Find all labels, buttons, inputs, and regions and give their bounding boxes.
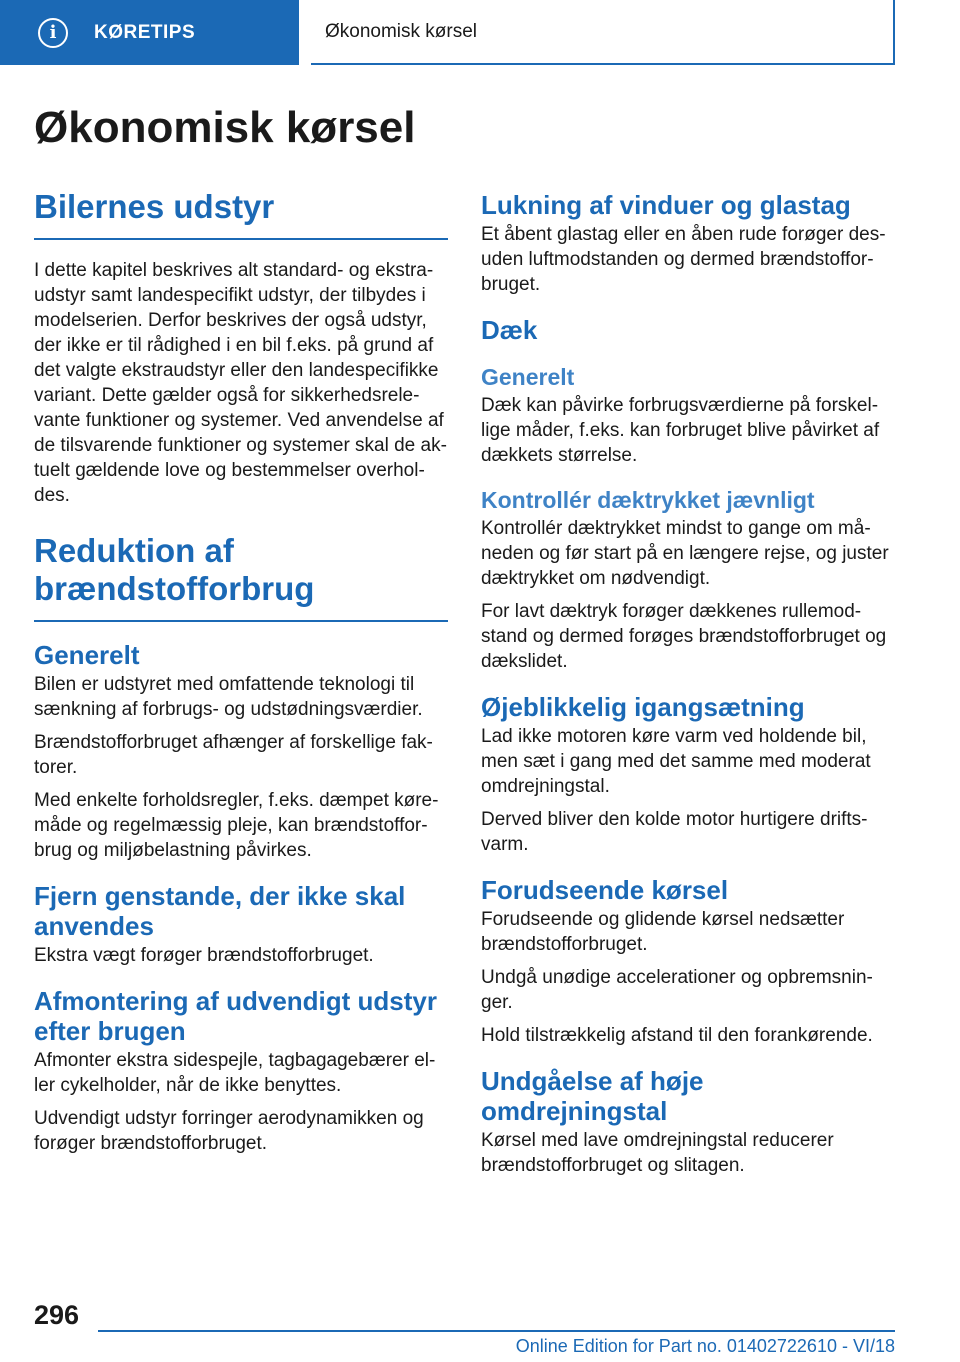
paragraph: For lavt dæktryk forøger dækkenes rullemod-stand og dermed forøges brændstofforbruget og dækslidet. bbox=[481, 601, 887, 672]
heading-lukning: Lukning af vinduer og glastag bbox=[481, 190, 851, 220]
right-column bbox=[481, 190, 895, 1186]
heading-ojeblikkelig: Øjeblikkelig igangsætning bbox=[481, 692, 805, 722]
paragraph: Brændstofforbruget afhænger af forskellige fak-torer. bbox=[34, 732, 433, 778]
heading-undgaaelse: Undgåelse af høje omdrejningstal bbox=[481, 1066, 704, 1126]
paragraph: Bilen er udstyret med omfattende teknologi til sænkning af forbrugs- og udstødningsværdier. bbox=[34, 674, 423, 720]
heading-afmontering: Afmontering af udvendigt udstyr efter brugen bbox=[34, 986, 437, 1046]
paragraph: Undgå unødige accelerationer og opbremsnin-ger. bbox=[481, 967, 873, 1013]
paragraph: Derved bliver den kolde motor hurtigere drifts-varm. bbox=[481, 809, 868, 855]
paragraph: Hold tilstrækkelig afstand til den forankørende. bbox=[481, 1025, 873, 1046]
paragraph: Kontrollér dæktrykket mindst to gange om må-neden og før start på en længere rejse, og juster dæktrykket om nødvendigt. bbox=[481, 518, 889, 589]
paragraph: Lad ikke motoren køre varm ved holdende bil, men sæt i gang med det samme med moderat omdrejningstal. bbox=[481, 726, 871, 797]
paragraph: Et åbent glastag eller en åben rude forøger des-uden luftmodstanden og dermed brændstoffor-bruget. bbox=[481, 224, 886, 295]
paragraph: I dette kapitel beskrives alt standard- og ekstra-udstyr samt landespecifikt udstyr, der tilbydes i modelserien. Derfor beskrives der også udstyr, der ikke er til rådighed i en bil f.eks. på grund af det valgte ekstraudstyr eller den landespecifikke variant. Dette gælder også for sikkerhedsrele-vante funktioner og systemer. Ved anvendelse af de tilsvarende funktioner og systemer skal de ak-tuelt gældende love og bestemmelser overhol-des. bbox=[34, 260, 447, 506]
heading-forudseende: Forudseende kørsel bbox=[481, 875, 729, 905]
paragraph: Kørsel med lave omdrejningstal reducerer brændstofforbruget og slitagen. bbox=[481, 1130, 834, 1176]
footer-divider bbox=[98, 1330, 895, 1332]
heading-kontroller: Kontrollér dæktrykket jævnligt bbox=[481, 487, 815, 513]
paragraph: Udvendigt udstyr forringer aerodynamikken og forøger brændstofforbruget. bbox=[34, 1108, 424, 1154]
heading-generelt: Generelt bbox=[34, 640, 140, 670]
page-title: Økonomisk kørsel bbox=[34, 103, 416, 152]
footer-edition: Online Edition for Part no. 01402722610 - VI/18 bbox=[515, 1336, 895, 1356]
breadcrumb bbox=[311, 0, 895, 65]
left-column bbox=[34, 188, 448, 1164]
page-number: 296 bbox=[34, 1300, 80, 1330]
paragraph: Med enkelte forholdsregler, f.eks. dæmpet køre-måde og regelmæssig pleje, kan brændstoffor-brug og miljøbelastning påvirkes. bbox=[34, 790, 439, 861]
heading-bilernes-udstyr: Bilernes udstyr bbox=[34, 188, 448, 240]
heading-daek-generelt: Generelt bbox=[481, 364, 575, 390]
breadcrumb-text: Økonomisk kørsel bbox=[325, 20, 478, 42]
heading-reduktion: Reduktion af brændstofforbrug bbox=[34, 532, 448, 622]
paragraph: Dæk kan påvirke forbrugsværdierne på forskel-lige måder, f.eks. kan forbruget blive påvirket af dækkets størrelse. bbox=[481, 395, 880, 466]
paragraph: Forudseende og glidende kørsel nedsætter brændstofforbruget. bbox=[481, 909, 845, 955]
heading-fjern-genstande: Fjern genstande, der ikke skal anvendes bbox=[34, 881, 406, 941]
section-tab[interactable] bbox=[0, 0, 299, 65]
paragraph: Ekstra vægt forøger brændstofforbruget. bbox=[34, 945, 374, 966]
heading-daek: Dæk bbox=[481, 315, 538, 345]
paragraph: Afmonter ekstra sidespejle, tagbagagebærer el-ler cykelholder, når de ikke benyttes. bbox=[34, 1050, 436, 1096]
info-icon: i bbox=[38, 18, 68, 48]
section-label: KØRETIPS bbox=[94, 21, 196, 43]
